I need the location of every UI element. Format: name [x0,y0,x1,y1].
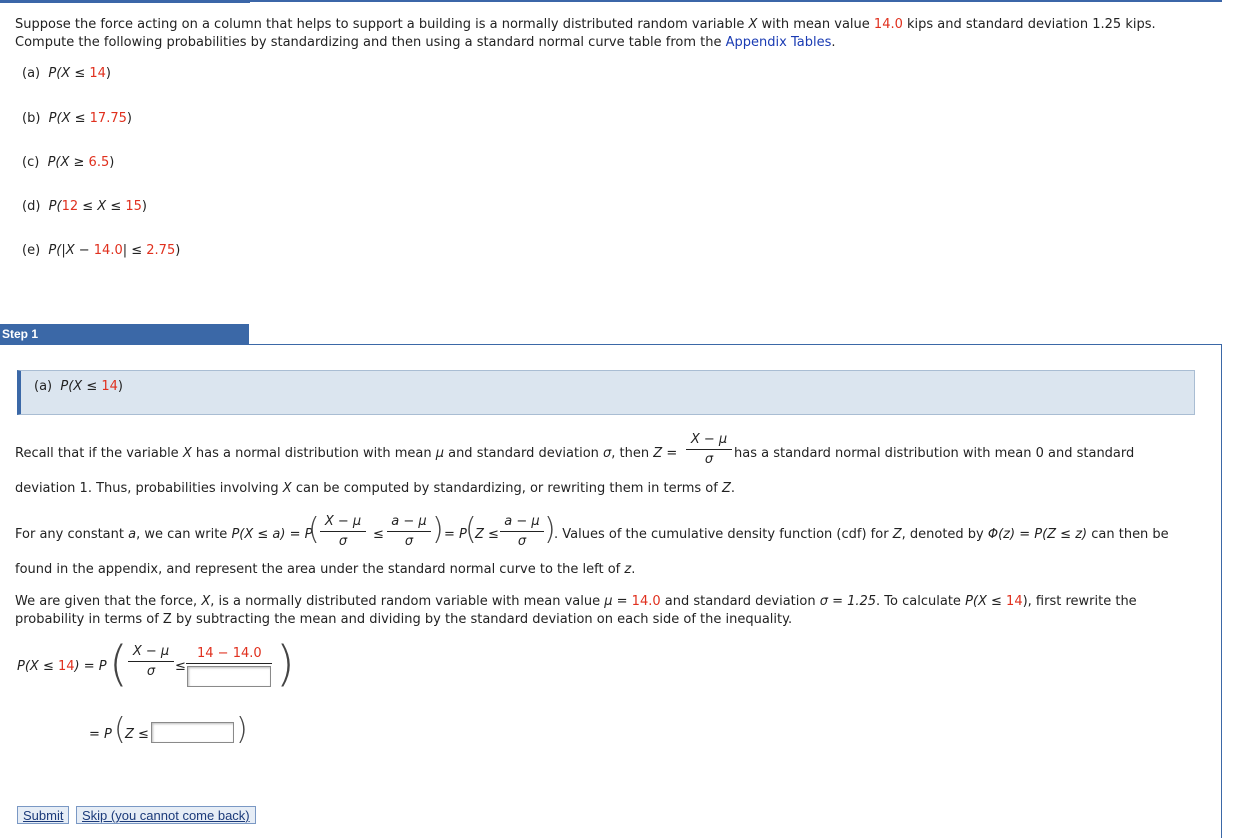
constant-line-1b [554,527,1169,542]
step-question [34,379,123,394]
part-value: 6.5 [88,155,110,170]
part-value: 14 [89,66,106,81]
work-lhs [17,659,107,674]
problem-text: Suppose the force acting on a column that helps to support a building is a normally distributed random variable [15,17,749,32]
mean-value: 14.0 [631,594,661,609]
part-expr: ) [105,66,111,81]
part-e [22,243,180,258]
fraction-denominator: σ [704,452,714,467]
var-x: X [182,446,192,461]
right-paren: ) [544,512,556,547]
left-paren: ( [114,712,126,747]
fraction-bar [686,449,732,450]
denominator-input[interactable] [187,666,271,687]
fraction-denominator: σ [146,664,156,679]
appendix-tables-link[interactable]: Appendix Tables [725,35,832,50]
var-x: X [201,594,211,609]
prob-expr: P(X ≤ a) = P [231,527,313,542]
constant-line-1 [15,527,312,542]
fraction-numerator: X − μ [324,514,362,529]
prob-expr: Z ≤ [125,727,149,742]
problem-line-1 [15,17,1156,32]
part-b [22,111,132,126]
part-value: 17.75 [89,111,127,126]
part-expr: ) [117,379,123,394]
prob-expr: = P [89,727,112,742]
var-x: X [282,481,292,496]
part-label: (b) [22,111,41,126]
constant-text: . Values of the cumulative density function (cdf) for [554,527,893,542]
part-expr: P(X ≥ [47,155,89,170]
le-sign: ≤ [175,659,186,674]
z-value-input[interactable] [151,722,234,743]
part-expr: P(X ≤ [48,66,90,81]
right-paren: ) [236,712,248,747]
fraction-x-mu-sigma-work [128,644,174,679]
part-expr: P(X ≤ [48,111,90,126]
problem-text: Compute the following probabilities by standardizing and then using a standard normal curve table from the [15,35,726,50]
given-text: , is a normally distributed random variable with mean value [210,594,605,609]
fraction-a-mu-sigma-2 [500,514,544,549]
part-expr: ≤ X ≤ [78,199,126,214]
given-text: , first rewrite the [1027,594,1137,609]
prob-expr: ) = P [74,659,107,674]
part-a [22,66,111,81]
prob-expr: ) [1022,594,1028,609]
step-question-box [17,370,1195,415]
var-a: a [128,527,137,542]
part-label: (e) [22,243,41,258]
fraction-denominator: σ [517,534,527,549]
part-label: (a) [22,66,41,81]
fraction-denominator: σ [338,534,348,549]
constant-text: , denoted by [901,527,988,542]
recall-text: Recall that if the variable [15,446,183,461]
var-z: Z [653,446,663,461]
part-expr: ) [175,243,181,258]
given-text: We are given that the force, [15,594,202,609]
part-value: 14 [1006,594,1023,609]
recall-text: deviation 1. Thus, probabilities involving [15,481,283,496]
part-value: 14 [101,379,118,394]
left-paren: ( [308,512,320,547]
constant-line-2 [15,562,635,577]
part-c [22,155,114,170]
given-text: and standard deviation [660,594,820,609]
constant-text: , we can write [136,527,232,542]
prob-expr: Z ≤ [475,527,499,542]
fraction-denominator: σ [404,534,414,549]
var-z: Z [721,481,731,496]
recall-text: can be computed by standardizing, or rewriting them in terms of [291,481,722,496]
constant-text: . [631,562,636,577]
part-expr: P(|X − [48,243,94,258]
recall-text: has a normal distribution with mean [191,446,436,461]
fraction-bar [186,663,272,664]
recall-text: and standard deviation [443,446,604,461]
constant-text: can then be [1087,527,1169,542]
part-value: 14.0 [93,243,123,258]
le-sign: ≤ [373,527,384,542]
recall-line-2 [15,481,735,496]
var-mu: μ = [604,594,632,609]
part-value: 15 [125,199,142,214]
prob-expr: = P [444,527,467,542]
rhs-numerator: 14 − 14.0 [197,646,262,661]
skip-button[interactable]: Skip (you cannot come back) [76,806,256,824]
problem-line-2 [15,35,836,50]
part-expr: | ≤ [122,243,147,258]
part-d [22,199,147,214]
fraction-x-mu-sigma [320,514,366,549]
var-x: X [748,17,758,32]
part-expr: ) [126,111,132,126]
top-divider [10,0,1222,2]
recall-text: , then [611,446,654,461]
fraction-numerator: a − μ [391,514,427,529]
recall-text: has a standard normal distribution with mean 0 and standard [734,446,1135,461]
fraction-a-mu-sigma [387,514,431,549]
var-z-lower: z [624,562,632,577]
prob-expr: P(X ≤ [965,594,1007,609]
recall-text: = [662,446,678,461]
right-paren-large: ) [276,636,295,692]
part-expr: P( [48,199,62,214]
given-text: . To calculate [876,594,966,609]
mean-value: 14.0 [873,17,903,32]
constant-text: For any constant [15,527,129,542]
var-sigma: σ = 1.25 [819,594,877,609]
prob-expr: P(X ≤ [17,659,58,674]
part-expr: ) [109,155,115,170]
recall-text: . [730,481,735,496]
part-value: 12 [61,199,79,214]
z-score-fraction [686,432,732,467]
part-expr: ) [141,199,147,214]
recall-line-1 [15,446,677,461]
part-label: (c) [22,155,40,170]
var-z: Z [892,527,902,542]
fraction-numerator: X − μ [690,432,728,447]
part-expr: P(X ≤ [60,379,102,394]
problem-text: kips and standard deviation 1.25 kips. [902,17,1156,32]
part-value: 14 [57,659,75,674]
step-panel [0,344,1222,838]
right-paren: ) [432,512,444,547]
left-paren-large: ( [109,636,128,692]
fraction-bar [128,661,174,662]
step-tab: Step 1 [0,324,249,345]
left-paren: ( [465,512,477,547]
problem-text: . [831,35,836,50]
part-label: (d) [22,199,41,214]
var-mu: μ [435,446,444,461]
part-label: (a) [34,379,53,394]
constant-text: found in the appendix, and represent the area under the standard normal curve to the left of [15,562,625,577]
phi-expr: Φ(z) = P(Z ≤ z) [987,527,1088,542]
part-value: 2.75 [146,243,176,258]
var-sigma: σ [603,446,612,461]
fraction-numerator: X − μ [132,644,170,659]
fraction-bar [500,531,544,532]
problem-text: with mean value [757,17,874,32]
fraction-bar [387,531,431,532]
given-line-1 [15,594,1137,609]
submit-button[interactable]: Submit [17,806,69,824]
fraction-numerator: a − μ [504,514,540,529]
fraction-bar [320,531,366,532]
given-line-2: probability in terms of Z by subtracting the mean and dividing by the standard deviation on each side of the inequality. [15,612,793,627]
